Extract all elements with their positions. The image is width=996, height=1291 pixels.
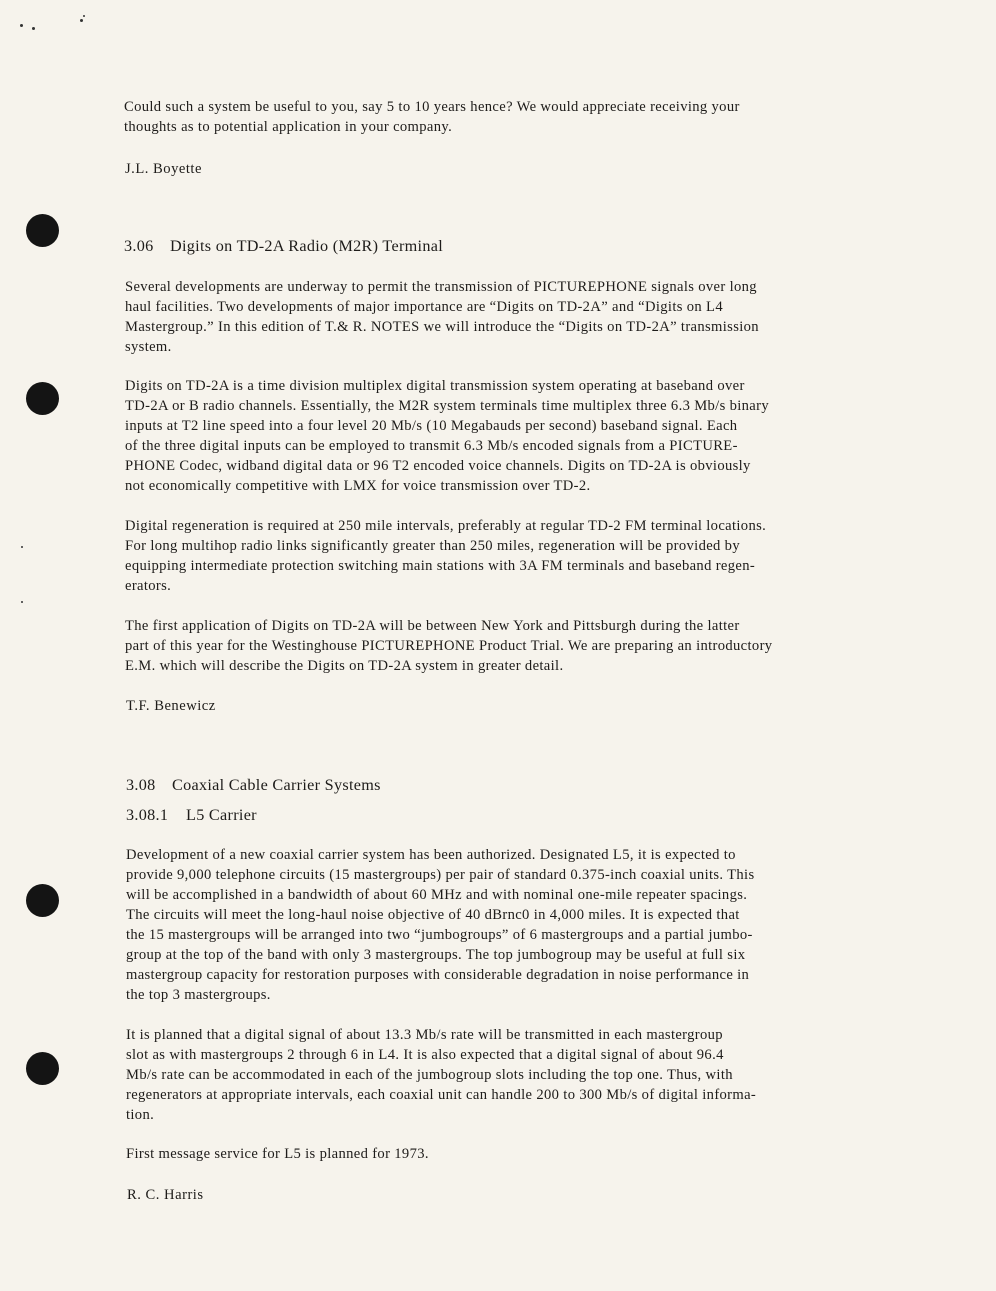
speck xyxy=(21,601,23,603)
text-line: group at the top of the band with only 3 mastergroups. The top jumbogroup may be useful at full six xyxy=(126,947,746,963)
section-heading xyxy=(124,235,443,257)
text-line: The first application of Digits on TD-2A will be between New York and Pittsburgh during the latter xyxy=(125,618,740,634)
text-line: part of this year for the Westinghouse PICTUREPHONE Product Trial. We are preparing an introductory xyxy=(125,638,773,654)
text-line: the top 3 mastergroups. xyxy=(126,987,271,1003)
text-line: Digital regeneration is required at 250 mile intervals, preferably at regular TD-2 FM terminal locations. xyxy=(125,518,767,534)
section-title: Coaxial Cable Carrier Systems xyxy=(172,776,381,794)
text-line: Development of a new coaxial carrier system has been authorized. Designated L5, it is expected to xyxy=(126,847,736,863)
speck xyxy=(83,15,85,17)
text-line: the 15 mastergroups will be arranged into two “jumbogroups” of 6 mastergroups and a partial jumbo- xyxy=(126,927,753,943)
text-line: tion. xyxy=(126,1107,155,1123)
text-line: PHONE Codec, widband digital data or 96 T2 encoded voice channels. Digits on TD-2A is obviously xyxy=(125,458,751,474)
text-line: haul facilities. Two developments of major importance are “Digits on TD-2A” and “Digits on L4 xyxy=(125,299,723,315)
text-line: provide 9,000 telephone circuits (15 mastergroups) per pair of standard 0.375-inch coaxial units. This xyxy=(126,867,755,883)
text-line: not economically competitive with LMX for voice transmission over TD-2. xyxy=(125,478,591,494)
text-line: The circuits will meet the long-haul noise objective of 40 dBrnc0 in 4,000 miles. It is expected that xyxy=(126,907,740,923)
subsection-number: 3.08.1 xyxy=(126,806,169,824)
text-line: Digits on TD-2A is a time division multiplex digital transmission system operating at baseband over xyxy=(125,378,745,394)
text-line: thoughts as to potential application in your company. xyxy=(124,119,453,135)
text-line: TD-2A or B radio channels. Essentially, the M2R system terminals time multiplex three 6.3 Mb/s binary xyxy=(125,398,769,414)
text-line: First message service for L5 is planned for 1973. xyxy=(126,1146,429,1162)
text-line: E.M. which will describe the Digits on TD-2A system in greater detail. xyxy=(125,658,564,674)
text-line: of the three digital inputs can be employed to transmit 6.3 Mb/s encoded signals from a PICTURE- xyxy=(125,438,738,454)
punch-hole-1 xyxy=(26,214,59,247)
punch-hole-4 xyxy=(26,1052,59,1085)
author-signature: R. C. Harris xyxy=(127,1187,204,1203)
speck xyxy=(20,24,23,27)
text-line: Could such a system be useful to you, say 5 to 10 years hence? We would appreciate receiving your xyxy=(124,99,740,115)
text-line: Several developments are underway to permit the transmission of PICTUREPHONE signals over long xyxy=(125,279,757,295)
text-line: equipping intermediate protection switching main stations with 3A FM terminals and baseband regen- xyxy=(125,558,756,574)
text-line: will be accomplished in a bandwidth of about 60 MHz and with nominal one-mile repeater spacings. xyxy=(126,887,748,903)
paragraph xyxy=(126,1144,429,1164)
text-line: erators. xyxy=(125,578,172,594)
text-line: Mb/s rate can be accommodated in each of the jumbogroup slots including the top one. Thus, with xyxy=(126,1067,733,1083)
section-number: 3.08 xyxy=(126,776,156,794)
paragraph xyxy=(125,516,766,596)
section-heading xyxy=(126,774,381,796)
text-line: regenerators at appropriate intervals, each coaxial unit can handle 200 to 300 Mb/s of digital informa- xyxy=(126,1087,757,1103)
text-line: inputs at T2 line speed into a four level 20 Mb/s (10 Megabauds per second) baseband signal. Each xyxy=(125,418,738,434)
text-line: For long multihop radio links significantly greater than 250 miles, regeneration will be provided by xyxy=(125,538,740,554)
text-line: Mastergroup.” In this edition of T.& R. NOTES we will introduce the “Digits on TD-2A” transmission xyxy=(125,319,759,335)
author-signature: T.F. Benewicz xyxy=(126,698,216,714)
paragraph xyxy=(125,277,759,357)
section-number: 3.06 xyxy=(124,237,154,255)
speck xyxy=(21,546,23,548)
author-signature: J.L. Boyette xyxy=(125,161,202,177)
text-line: mastergroup capacity for restoration purposes with considerable degradation in noise performance in xyxy=(126,967,750,983)
paragraph xyxy=(126,1025,756,1125)
punch-hole-2 xyxy=(26,382,59,415)
text-line: system. xyxy=(125,339,172,355)
section-title: Digits on TD-2A Radio (M2R) Terminal xyxy=(170,237,443,255)
intro-paragraph xyxy=(124,97,740,137)
subsection-title: L5 Carrier xyxy=(186,806,257,824)
punch-hole-3 xyxy=(26,884,59,917)
speck xyxy=(80,19,83,22)
text-line: It is planned that a digital signal of about 13.3 Mb/s rate will be transmitted in each mastergroup xyxy=(126,1027,723,1043)
text-line: slot as with mastergroups 2 through 6 in L4. It is also expected that a digital signal of about 96.4 xyxy=(126,1047,724,1063)
paragraph xyxy=(125,616,772,676)
speck xyxy=(32,27,35,30)
paragraph xyxy=(125,376,769,496)
subsection-heading xyxy=(126,804,257,826)
paragraph xyxy=(126,845,755,1005)
